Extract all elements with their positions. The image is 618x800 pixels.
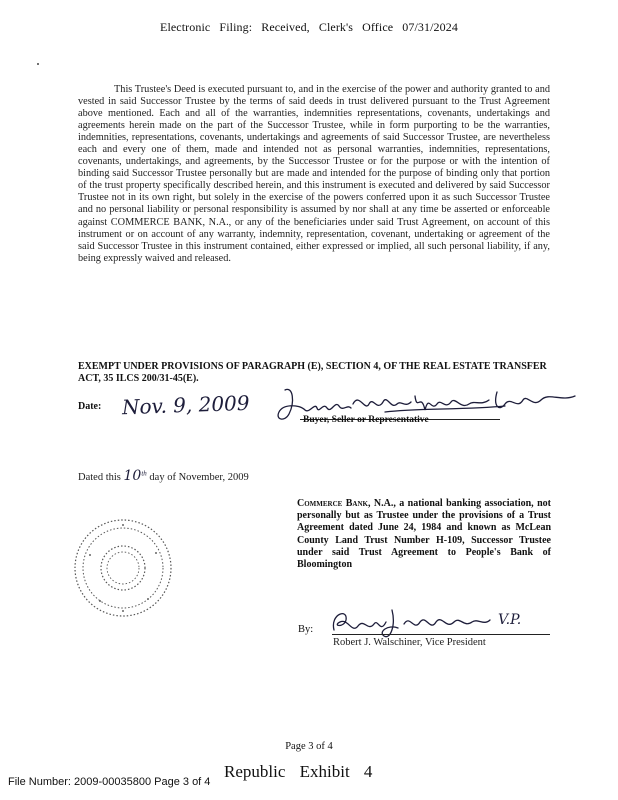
speck — [37, 63, 39, 65]
corporate-seal-icon — [70, 515, 176, 621]
dated-suffix: day of November, 2009 — [149, 472, 249, 483]
handwritten-title: V.P. — [498, 612, 522, 628]
day-suffix: th — [141, 469, 147, 478]
handwritten-date: Nov. 9, 2009 — [121, 390, 250, 420]
page-number: Page 3 of 4 — [285, 741, 333, 752]
dated-line — [78, 468, 249, 484]
date-label: Date: — [78, 401, 102, 412]
trustee-signature-line — [332, 634, 550, 635]
dated-prefix: Dated this — [78, 472, 121, 483]
exempt-statement: EXEMPT UNDER PROVISIONS OF PARAGRAPH (E), SECTION 4, OF THE REAL ESTATE TRANSFER ACT, 35 ILCS 200/31-45(E). — [78, 361, 547, 384]
exhibit-label: Republic Exhibit 4 — [224, 762, 373, 781]
trustee-block — [297, 498, 551, 571]
filing-stamp: Electronic Filing: Received, Clerk's Office 07/31/2024 — [160, 20, 458, 34]
handwritten-day: 10 — [123, 468, 142, 484]
bank-name: Commerce Bank, N.A. — [297, 498, 394, 509]
bank-description: , a national banking association, not personally but as Trustee under the provisions of a Trust Agreement dated June 24, 1984 and known as McLean County Land Trust Number H-109, Successor Trustee under said Trust Agreement to People's Bank of Bloomington — [297, 498, 551, 571]
signer-name: Robert J. Walschiner, Vice President — [333, 637, 486, 648]
buyer-label: Buyer, Seller or Representative — [303, 415, 429, 425]
file-number: File Number: 2009-00035800 Page 3 of 4 — [8, 776, 211, 788]
deed-paragraph: This Trustee's Deed is executed pursuant to, and in the exercise of the power and authority granted to and vested in said Successor Trustee by the terms of said deeds in trust delivered pursuant to the Trust Agreement above mentioned. Each and all of the warranties, indemnities representations, covenants, undertakings and agreements herein made on the part of the Successor Trustee, while in form purporting to be the warranties, indemnities, representations, covenants, undertakings and agreements of said Successor Trustee, are nevertheless each and every one of them, made and intended not as personal warranties, indemnities, representations, covenants, undertakings, and agreements, by the Successor Trustee or for the purpose or with the intention of binding said Successor Trustee personally but are made and intended for the purpose of binding only that portion of the trust property specifically described herein, and this instrument is executed and delivered by said Successor Trustee not in its own right, but solely in the exercise of the powers conferred upon it as such Successor Trustee and no personal liability or personal responsibility is assumed by nor shall at any time be asserted or enforceable against COMMERCE BANK, N.A., or any of the beneficiaries under said Trust Agreement, on account of this instrument or on account of any warranty, indemnity, representation, covenant, undertaking or agreement of the said Successor Trustee in this instrument contained, either expressed or implied, all such personal liability, if any, being expressly waived and released. — [78, 84, 550, 264]
by-label: By: — [298, 624, 314, 635]
